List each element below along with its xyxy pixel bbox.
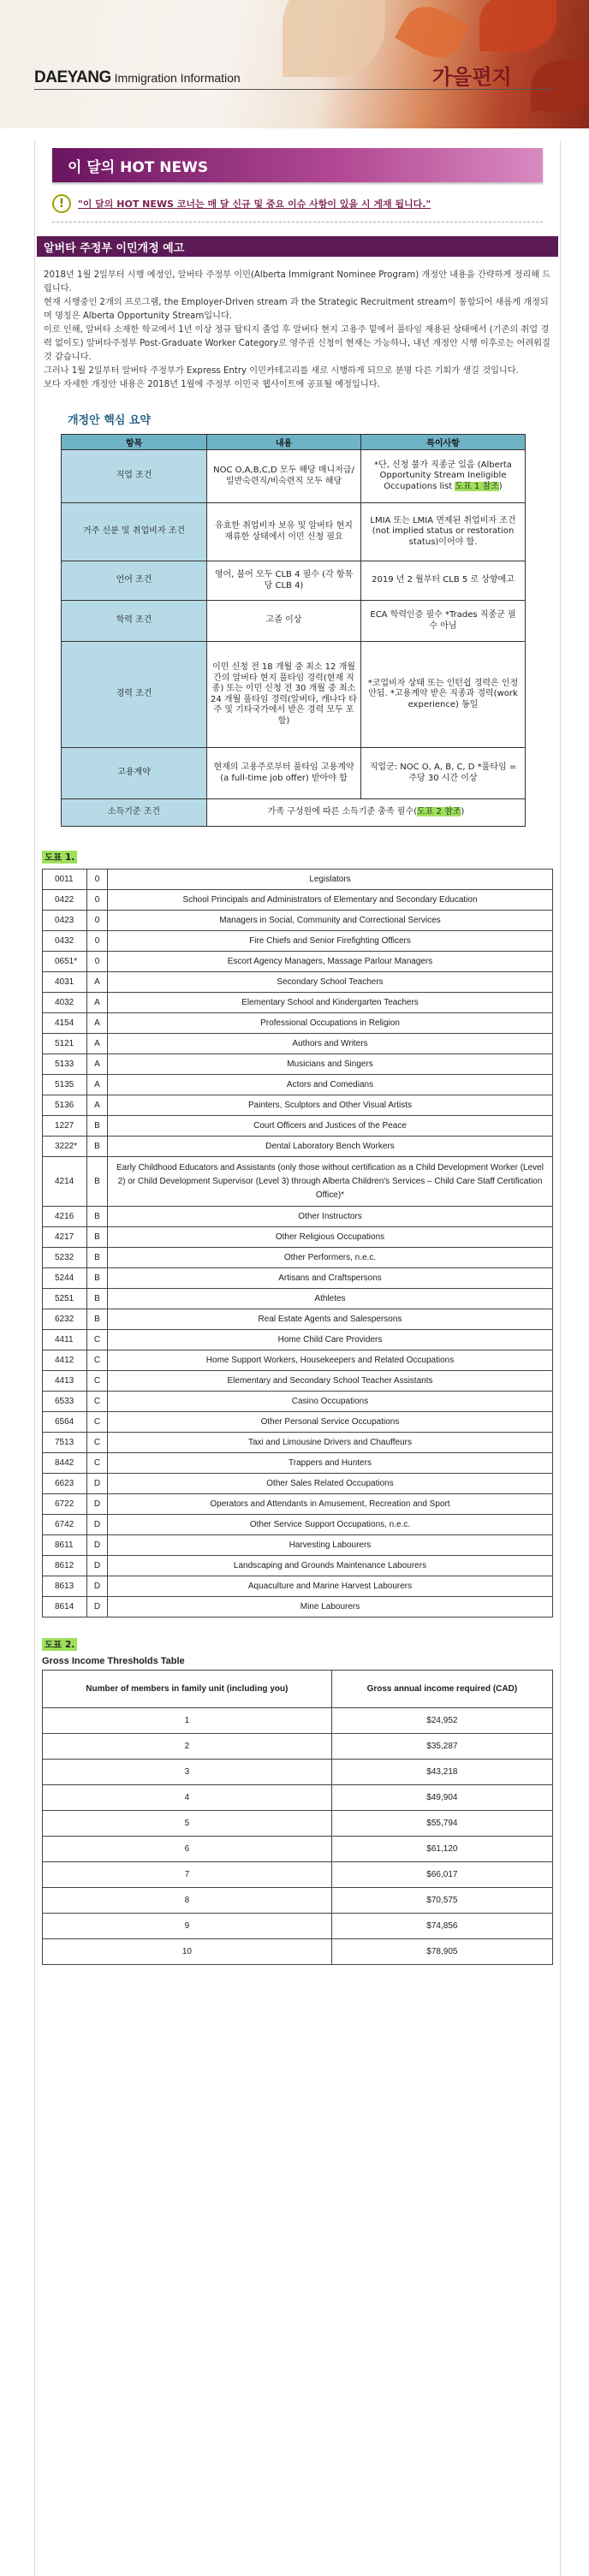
noc-code: 4031 bbox=[43, 972, 87, 993]
table2-tag: 도표 2. bbox=[42, 1638, 77, 1651]
occupation-title: Actors and Comedians bbox=[108, 1075, 553, 1095]
table-row bbox=[43, 870, 553, 890]
table-row bbox=[43, 1013, 553, 1034]
summary-header: 항목 bbox=[62, 435, 207, 450]
exclamation-icon: ! bbox=[52, 194, 71, 213]
summary-row bbox=[62, 561, 526, 601]
summary-row bbox=[62, 642, 526, 748]
header-banner bbox=[0, 0, 589, 128]
skill-type: C bbox=[87, 1371, 108, 1392]
skill-type: B bbox=[87, 1268, 108, 1289]
table-row bbox=[43, 1227, 553, 1248]
occupation-title: Elementary School and Kindergarten Teachers bbox=[108, 993, 553, 1013]
summary-header: 내용 bbox=[207, 435, 361, 450]
skill-type: B bbox=[87, 1309, 108, 1330]
noc-code: 3222* bbox=[43, 1137, 87, 1157]
table-row bbox=[43, 952, 553, 972]
noc-code: 4413 bbox=[43, 1371, 87, 1392]
notice-text: "이 달의 HOT NEWS 코너는 매 달 신규 및 중요 이슈 사항이 있을 시 게재 됩니다." bbox=[78, 199, 431, 210]
family-members: 3 bbox=[43, 1760, 332, 1785]
skill-type: 0 bbox=[87, 931, 108, 952]
noc-code: 5244 bbox=[43, 1268, 87, 1289]
noc-code: 0432 bbox=[43, 931, 87, 952]
summary-item: 소득기준 조건 bbox=[62, 799, 207, 827]
table2-title: Gross Income Thresholds Table bbox=[42, 1656, 185, 1666]
table-row bbox=[43, 1474, 553, 1494]
skill-type: D bbox=[87, 1597, 108, 1617]
noc-code: 6564 bbox=[43, 1412, 87, 1433]
occupation-title: Dental Laboratory Bench Workers bbox=[108, 1137, 553, 1157]
gross-income-table bbox=[42, 1670, 553, 1965]
skill-type: A bbox=[87, 993, 108, 1013]
occupation-title: Early Childhood Educators and Assistants (only those without certification as a Child Development Worker (Level 2) or Child Development Supervisor (Level 3) through Alberta Children's Services – Child Care Staff Certification Office)* bbox=[108, 1157, 553, 1207]
table-row bbox=[43, 972, 553, 993]
noc-code: 6533 bbox=[43, 1392, 87, 1412]
noc-code: 5251 bbox=[43, 1289, 87, 1309]
table-row bbox=[43, 1157, 553, 1207]
skill-type: A bbox=[87, 1054, 108, 1075]
summary-table bbox=[61, 434, 526, 827]
table-row bbox=[43, 1760, 553, 1785]
occupation-title: Elementary and Secondary School Teacher Assistants bbox=[108, 1371, 553, 1392]
ineligible-occupations-table bbox=[42, 869, 553, 1617]
skill-type: A bbox=[87, 1013, 108, 1034]
family-members: 6 bbox=[43, 1837, 332, 1862]
table-row bbox=[43, 1116, 553, 1137]
noc-code: 8612 bbox=[43, 1556, 87, 1576]
header-divider bbox=[34, 89, 555, 90]
noc-code: 5135 bbox=[43, 1075, 87, 1095]
income-required: $24,952 bbox=[331, 1708, 552, 1734]
skill-type: B bbox=[87, 1289, 108, 1309]
occupation-title: Other Service Support Occupations, n.e.c. bbox=[108, 1515, 553, 1535]
table-row bbox=[43, 1811, 553, 1837]
noc-code: 5121 bbox=[43, 1034, 87, 1054]
summary-content: 현재의 고용주로부터 풀타임 고용계약(a full-time job offer) 받아야 함 bbox=[207, 748, 361, 799]
summary-item: 고용계약 bbox=[62, 748, 207, 799]
table-row bbox=[43, 1708, 553, 1734]
occupation-title: Other Performers, n.e.c. bbox=[108, 1248, 553, 1268]
family-members: 7 bbox=[43, 1862, 332, 1888]
table-row bbox=[43, 1289, 553, 1309]
summary-content: 고졸 이상 bbox=[207, 601, 361, 642]
table-row bbox=[43, 1309, 553, 1330]
occupation-title: Home Support Workers, Housekeepers and Related Occupations bbox=[108, 1350, 553, 1371]
intro-line: 보다 자세한 개정안 내용은 2018년 1월에 주정부 이민국 웹사이트에 공표될 예정입니다. bbox=[44, 380, 380, 389]
table-row bbox=[43, 890, 553, 911]
summary-item: 학력 조건 bbox=[62, 601, 207, 642]
skill-type: 0 bbox=[87, 952, 108, 972]
noc-code: 1227 bbox=[43, 1116, 87, 1137]
summary-header: 특이사항 bbox=[361, 435, 526, 450]
summary-content: 이민 신청 전 18 개월 중 최소 12 개월간의 알버타 현지 풀타임 경력(현재 직종) 또는 이민 신청 전 30 개월 중 최소 24 개월 풀타임 경력(알버타, 캐나다 타주 및 기타국가에서 받은 경력 모두 포함) bbox=[207, 642, 361, 748]
summary-row bbox=[62, 748, 526, 799]
occupation-title: Taxi and Limousine Drivers and Chauffeurs bbox=[108, 1433, 553, 1453]
table-row bbox=[43, 1837, 553, 1862]
summary-item: 경력 조건 bbox=[62, 642, 207, 748]
skill-type: B bbox=[87, 1207, 108, 1227]
occupation-title: Court Officers and Justices of the Peace bbox=[108, 1116, 553, 1137]
summary-row bbox=[62, 503, 526, 561]
occupation-title: Real Estate Agents and Salespersons bbox=[108, 1309, 553, 1330]
highlight-tag: 도표 1 참조 bbox=[455, 481, 499, 491]
table-row bbox=[43, 1350, 553, 1371]
summary-note: *코업비자 상태 또는 인턴쉽 경력은 인정 안됨. *고용계약 받은 직종과 경력(work experience) 동일 bbox=[361, 642, 526, 748]
table-row bbox=[43, 1392, 553, 1412]
table-row bbox=[43, 1207, 553, 1227]
family-members: 2 bbox=[43, 1734, 332, 1760]
noc-code: 8442 bbox=[43, 1453, 87, 1474]
summary-note: 직업군: NOC O, A, B, C, D *풀타임 = 주당 30 시간 이상 bbox=[361, 748, 526, 799]
table-row bbox=[43, 1371, 553, 1392]
intro-line: 이로 인해, 알버타 소재한 학교에서 1년 이상 정규 탑티지 졸업 후 알버타 현지 고용주 밑에서 풀타임 재용된 상태에서 (기존의 취업 경력 없이도) 알버타주정부 Post-Graduate Worker Category로 영주권 신청이 현재는 가능하나, 내년 개정안 시행 이후로는 어려워질 것 같습니다. bbox=[44, 325, 550, 362]
noc-code: 0422 bbox=[43, 890, 87, 911]
summary-content: 영어, 불어 모두 CLB 4 필수 (각 항목당 CLB 4) bbox=[207, 561, 361, 601]
occupation-title: Escort Agency Managers, Massage Parlour Managers bbox=[108, 952, 553, 972]
gross-header: Number of members in family unit (including you) bbox=[43, 1671, 332, 1708]
skill-type: B bbox=[87, 1157, 108, 1207]
occupation-title: Other Personal Service Occupations bbox=[108, 1412, 553, 1433]
income-required: $49,904 bbox=[331, 1785, 552, 1811]
occupation-title: Artisans and Craftspersons bbox=[108, 1268, 553, 1289]
table-row bbox=[43, 1862, 553, 1888]
skill-type: C bbox=[87, 1330, 108, 1350]
family-members: 8 bbox=[43, 1888, 332, 1914]
table-row bbox=[43, 1268, 553, 1289]
summary-item: 직업 조건 bbox=[62, 450, 207, 503]
noc-code: 7513 bbox=[43, 1433, 87, 1453]
skill-type: A bbox=[87, 1095, 108, 1116]
noc-code: 8614 bbox=[43, 1597, 87, 1617]
noc-code: 8613 bbox=[43, 1576, 87, 1597]
summary-row bbox=[62, 601, 526, 642]
skill-type: D bbox=[87, 1474, 108, 1494]
table-row bbox=[43, 1914, 553, 1939]
occupation-title: Aquaculture and Marine Harvest Labourers bbox=[108, 1576, 553, 1597]
skill-type: B bbox=[87, 1137, 108, 1157]
noc-code: 0651* bbox=[43, 952, 87, 972]
summary-note: ECA 학력인증 필수 *Trades 직종군 필수 아님 bbox=[361, 601, 526, 642]
family-members: 5 bbox=[43, 1811, 332, 1837]
income-required: $70,575 bbox=[331, 1888, 552, 1914]
skill-type: A bbox=[87, 1075, 108, 1095]
skill-type: D bbox=[87, 1535, 108, 1556]
summary-content: NOC O,A,B,C,D 모두 해당 매니저급/일반숙련직/비숙련직 모두 해당 bbox=[207, 450, 361, 503]
skill-type: D bbox=[87, 1556, 108, 1576]
section-title-bar bbox=[37, 236, 558, 257]
table-row bbox=[43, 1939, 553, 1965]
summary-note: 2019 년 2 월부터 CLB 5 로 상향예고 bbox=[361, 561, 526, 601]
occupation-title: Painters, Sculptors and Other Visual Artists bbox=[108, 1095, 553, 1116]
skill-type: C bbox=[87, 1392, 108, 1412]
season-title: 가을편지 bbox=[432, 64, 512, 89]
occupation-title: Landscaping and Grounds Maintenance Labourers bbox=[108, 1556, 553, 1576]
leaf-image bbox=[395, 0, 470, 68]
table-row bbox=[43, 1597, 553, 1617]
table-row bbox=[43, 1535, 553, 1556]
table-row bbox=[43, 1785, 553, 1811]
noc-code: 0011 bbox=[43, 870, 87, 890]
occupation-title: Casino Occupations bbox=[108, 1392, 553, 1412]
occupation-title: Harvesting Labourers bbox=[108, 1535, 553, 1556]
noc-code: 4032 bbox=[43, 993, 87, 1013]
table-row bbox=[43, 1330, 553, 1350]
summary-item: 언어 조건 bbox=[62, 561, 207, 601]
table-row bbox=[43, 1248, 553, 1268]
highlight-tag: 도표 2 참조 bbox=[417, 807, 461, 817]
noc-code: 4412 bbox=[43, 1350, 87, 1371]
noc-code: 4217 bbox=[43, 1227, 87, 1248]
skill-type: C bbox=[87, 1412, 108, 1433]
summary-note: LMIA 또는 LMIA 면제된 취업비자 조건(not implied status or restoration status)이어야 함. bbox=[361, 503, 526, 561]
occupation-title: Mine Labourers bbox=[108, 1597, 553, 1617]
occupation-title: Secondary School Teachers bbox=[108, 972, 553, 993]
table-row bbox=[43, 1515, 553, 1535]
income-required: $78,905 bbox=[331, 1939, 552, 1965]
table-row bbox=[43, 911, 553, 931]
table-row bbox=[43, 1137, 553, 1157]
skill-type: 0 bbox=[87, 870, 108, 890]
skill-type: 0 bbox=[87, 890, 108, 911]
summary-row bbox=[62, 799, 526, 827]
noc-code: 6232 bbox=[43, 1309, 87, 1330]
occupation-title: Other Instructors bbox=[108, 1207, 553, 1227]
occupation-title: Athletes bbox=[108, 1289, 553, 1309]
noc-code: 5232 bbox=[43, 1248, 87, 1268]
table-row bbox=[43, 1054, 553, 1075]
table-row bbox=[43, 1556, 553, 1576]
occupation-title: Home Child Care Providers bbox=[108, 1330, 553, 1350]
skill-type: B bbox=[87, 1248, 108, 1268]
skill-type: C bbox=[87, 1433, 108, 1453]
table-row bbox=[43, 1095, 553, 1116]
family-members: 9 bbox=[43, 1914, 332, 1939]
brand-logo: DAEYANG Immigration Information bbox=[34, 68, 241, 86]
noc-code: 5136 bbox=[43, 1095, 87, 1116]
dotted-divider bbox=[52, 222, 543, 223]
summary-content: 유효한 취업비자 보유 및 알버타 현지 재류한 상태에서 이민 신청 필요 bbox=[207, 503, 361, 561]
noc-code: 8611 bbox=[43, 1535, 87, 1556]
hot-news-banner bbox=[52, 148, 543, 182]
table1-tag: 도표 1. bbox=[42, 851, 77, 864]
occupation-title: Other Sales Related Occupations bbox=[108, 1474, 553, 1494]
table-row bbox=[43, 1494, 553, 1515]
occupation-title: School Principals and Administrators of Elementary and Secondary Education bbox=[108, 890, 553, 911]
occupation-title: Managers in Social, Community and Correctional Services bbox=[108, 911, 553, 931]
table-row bbox=[43, 1075, 553, 1095]
occupation-title: Musicians and Singers bbox=[108, 1054, 553, 1075]
skill-type: D bbox=[87, 1494, 108, 1515]
table-row bbox=[43, 993, 553, 1013]
skill-type: D bbox=[87, 1515, 108, 1535]
intro-line: 현재 시행중인 2개의 프로그램, the Employer-Driven stream 과 the Strategic Recruitment stream이 통합되어 새롭게 개정되며 명칭은 Alberta Opportunity Stream입니다. bbox=[44, 298, 549, 321]
occupation-title: Fire Chiefs and Senior Firefighting Officers bbox=[108, 931, 553, 952]
main-content bbox=[34, 141, 561, 2576]
summary-note: *단, 신청 불가 직종군 있음 (Alberta Opportunity Stream Ineligible Occupations list 도표 1 참조) bbox=[361, 450, 526, 503]
income-required: $55,794 bbox=[331, 1811, 552, 1837]
noc-code: 0423 bbox=[43, 911, 87, 931]
income-required: $35,287 bbox=[331, 1734, 552, 1760]
intro-paragraph bbox=[44, 269, 551, 392]
table-row bbox=[43, 1734, 553, 1760]
table-row bbox=[43, 1034, 553, 1054]
income-required: $74,856 bbox=[331, 1914, 552, 1939]
table-row bbox=[43, 1888, 553, 1914]
intro-line: 그러나 1월 2일부터 알버타 주정부가 Express Entry 이민카테고리를 새로 시행하게 되므로 분명 다른 기회가 생길 것입니다. bbox=[44, 366, 519, 376]
occupation-title: Legislators bbox=[108, 870, 553, 890]
table-row bbox=[43, 1453, 553, 1474]
skill-type: D bbox=[87, 1576, 108, 1597]
occupation-title: Other Religious Occupations bbox=[108, 1227, 553, 1248]
table-row bbox=[43, 1433, 553, 1453]
hot-news-notice bbox=[52, 194, 543, 213]
summary-row bbox=[62, 450, 526, 503]
skill-type: 0 bbox=[87, 911, 108, 931]
table-row bbox=[43, 1412, 553, 1433]
occupation-title: Trappers and Hunters bbox=[108, 1453, 553, 1474]
noc-code: 6742 bbox=[43, 1515, 87, 1535]
family-members: 10 bbox=[43, 1939, 332, 1965]
hot-news-title: 이 달의 HOT NEWS bbox=[68, 158, 209, 176]
family-members: 4 bbox=[43, 1785, 332, 1811]
family-members: 1 bbox=[43, 1708, 332, 1734]
intro-line: 2018년 1월 2일부터 시행 예정인, 알버타 주정부 이민(Alberta Immigrant Nominee Program) 개정안 내용을 간략하게 정리해 드립니다. bbox=[44, 270, 551, 294]
skill-type: C bbox=[87, 1350, 108, 1371]
leaf-image bbox=[479, 0, 556, 51]
income-required: $66,017 bbox=[331, 1862, 552, 1888]
skill-type: A bbox=[87, 1034, 108, 1054]
noc-code: 4154 bbox=[43, 1013, 87, 1034]
noc-code: 6722 bbox=[43, 1494, 87, 1515]
income-required: $61,120 bbox=[331, 1837, 552, 1862]
noc-code: 4411 bbox=[43, 1330, 87, 1350]
summary-content: 가족 구성원에 따른 소득기준 충족 필수(도표 2 참조) bbox=[207, 799, 526, 827]
occupation-title: Operators and Attendants in Amusement, Recreation and Sport bbox=[108, 1494, 553, 1515]
leaf-image bbox=[531, 60, 589, 111]
noc-code: 4214 bbox=[43, 1157, 87, 1207]
occupation-title: Authors and Writers bbox=[108, 1034, 553, 1054]
hand-image bbox=[283, 0, 385, 77]
skill-type: B bbox=[87, 1116, 108, 1137]
skill-type: A bbox=[87, 972, 108, 993]
skill-type: C bbox=[87, 1453, 108, 1474]
noc-code: 5133 bbox=[43, 1054, 87, 1075]
noc-code: 6623 bbox=[43, 1474, 87, 1494]
noc-code: 4216 bbox=[43, 1207, 87, 1227]
summary-item: 거주 신분 및 취업비자 조건 bbox=[62, 503, 207, 561]
table-row bbox=[43, 931, 553, 952]
table-row bbox=[43, 1576, 553, 1597]
income-required: $43,218 bbox=[331, 1760, 552, 1785]
section-title: 알버타 주정부 이민개정 예고 bbox=[44, 241, 185, 255]
gross-header: Gross annual income required (CAD) bbox=[331, 1671, 552, 1708]
occupation-title: Professional Occupations in Religion bbox=[108, 1013, 553, 1034]
summary-title: 개정안 핵심 요약 bbox=[68, 414, 151, 427]
skill-type: B bbox=[87, 1227, 108, 1248]
